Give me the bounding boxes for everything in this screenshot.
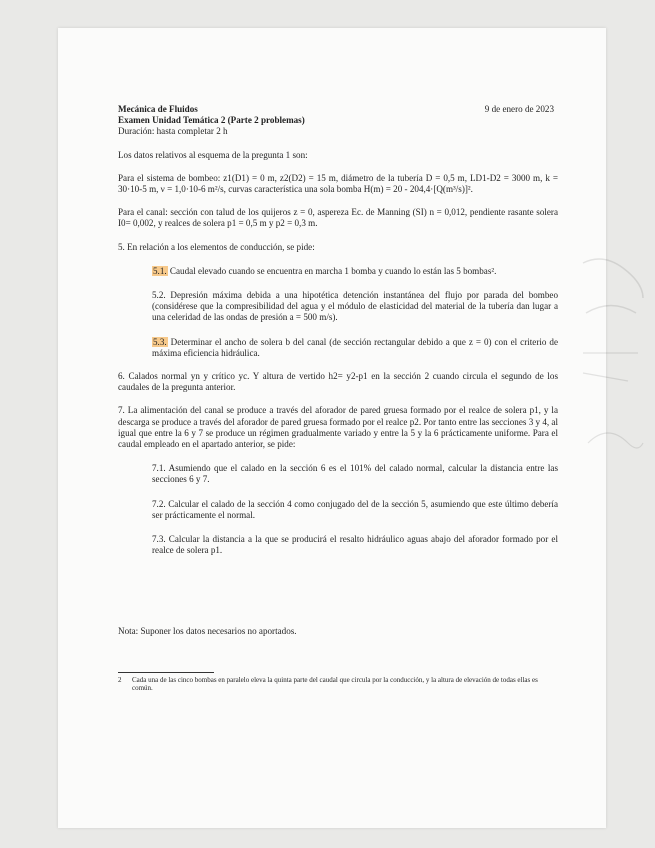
question-7-3: 7.3. Calcular la distancia a la que se producirá el resalto hidráulico aguas abajo del aforador formado por el realce de solera p1. bbox=[152, 534, 558, 556]
question-7-1: 7.1. Asumiendo que el calado en la sección 6 es el 101% del calado normal, calcular la distancia entre las secciones 6 y 7. bbox=[152, 463, 558, 485]
footnote-number: 2 bbox=[118, 675, 122, 684]
question-5-3 bbox=[152, 337, 558, 359]
highlight-5-3: 5.3. bbox=[153, 336, 167, 347]
note: Nota: Suponer los datos necesarios no aportados. bbox=[118, 626, 297, 637]
highlight-5-1: 5.1. bbox=[153, 265, 167, 276]
footnote bbox=[118, 676, 558, 693]
exam-title: Examen Unidad Temática 2 (Parte 2 problemas) bbox=[118, 115, 305, 126]
question-5-3-text: Determinar el ancho de solera b del canal (de sección rectangular debido a que z = 0) con el criterio de máxima eficiencia hidráulica. bbox=[152, 336, 558, 358]
canal-data: Para el canal: sección con talud de los quijeros z = 0, aspereza Ec. de Manning (SI) n = 0,012, pendiente rasante solera I0= 0,002, y realces de solera p1 = 0,5 m y p2 = 0,3 m. bbox=[118, 207, 558, 229]
question-7-intro: 7. La alimentación del canal se produce a través del aforador de pared gruesa formado por el realce de solera p1, y la descarga se produce a través del aforador de pared gruesa formado por el realce p2. Por tanto entre las secciones 3 y 4, al igual que entre la 6 y 7 se produce un régimen gradualmente variado y entre la 5 y la 6 prácticamente uniforme. Para el caudal empleado en el apartado anterior, se pide: bbox=[118, 405, 558, 450]
intro-text: Los datos relativos al esquema de la pregunta 1 son: bbox=[118, 149, 308, 160]
pump-system-data: Para el sistema de bombeo: z1(D1) = 0 m, z2(D2) = 15 m, diámetro de la tubería D = 0,5 m, LD1-D2 = 3000 m, k = 30·10-5 m, ν = 1,0·10-6 m²/s, curvas característica una sola bomba H(m) = 20 - 204,4·[Q(m³/s)]². bbox=[118, 172, 558, 195]
exam-page bbox=[58, 28, 606, 828]
question-6: 6. Calados normal yn y crítico yc. Y altura de vertido h2= y2-p1 en la sección 2 cuando circula el segundo de los caudales de la pregunta anterior. bbox=[118, 371, 558, 393]
header-row bbox=[118, 104, 558, 115]
exam-date: 9 de enero de 2023 bbox=[484, 104, 554, 114]
footnote-text: Cada una de las cinco bombas en paralelo eleva la quinta parte del caudal que circula por la conducción, y la altura de elevación de todas ellas es común. bbox=[132, 675, 538, 693]
question-5-title: 5. En relación a los elementos de conducción, se pide: bbox=[118, 241, 315, 252]
question-5-2: 5.2. Depresión máxima debida a una hipotética detención instantánea del flujo por parada del bombeo (considérese que la compresibilidad del agua y el módulo de elasticidad del material de la tubería dan lugar a una celeridad de las ondas de presión a = 500 m/s). bbox=[152, 290, 558, 323]
exam-duration: Duración: hasta completar 2 h bbox=[118, 126, 228, 137]
question-5-1 bbox=[152, 266, 558, 277]
show-through-sketch bbox=[578, 243, 648, 523]
question-5-1-text: Caudal elevado cuando se encuentra en marcha 1 bomba y cuando lo están las 5 bombas². bbox=[169, 265, 497, 276]
footnote-rule bbox=[118, 672, 214, 673]
course-title: Mecánica de Fluidos bbox=[118, 104, 198, 114]
question-7-2: 7.2. Calcular el calado de la sección 4 como conjugado del de la sección 5, asumiendo que este último debería ser prácticamente el normal. bbox=[152, 498, 558, 520]
exam-content bbox=[118, 104, 558, 693]
